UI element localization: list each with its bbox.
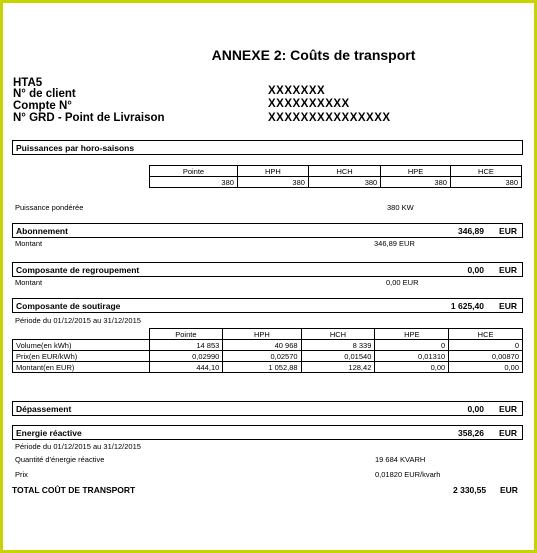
value-cell: 128,42: [301, 362, 375, 373]
currency-label: EUR: [499, 226, 517, 236]
reactive-prix-value: 0,01820 EUR/kvarh: [375, 470, 441, 479]
value-cell: 0,02570: [223, 351, 301, 362]
value-cell: 0,02990: [149, 351, 223, 362]
table-row: [13, 340, 523, 351]
section-regroupement-label: Composante de regroupement: [16, 265, 140, 275]
row-label: Prix(en EUR/kWh): [13, 351, 150, 362]
reactive-qty-value: 19 684 KVARH: [375, 455, 426, 464]
value-cell: 0,00: [375, 362, 449, 373]
value-cell: 0,00870: [449, 351, 523, 362]
empty-corner-cell: [13, 329, 150, 340]
puissances-value-row: [150, 177, 522, 188]
ident-value-compte: XXXXXXXXXX: [268, 98, 350, 110]
section-depassement-label: Dépassement: [16, 404, 72, 414]
ident-value-client: XXXXXXX: [268, 85, 326, 97]
section-depassement: [12, 401, 523, 416]
currency-label: EUR: [499, 404, 517, 414]
value-cell: 444,10: [149, 362, 223, 373]
soutirage-header-row: [13, 329, 523, 340]
value-cell: 0: [375, 340, 449, 351]
section-abonnement: [12, 223, 523, 238]
value-cell: 8 339: [301, 340, 375, 351]
currency-label: EUR: [499, 301, 517, 311]
section-soutirage-amount: 1 625,40: [450, 301, 484, 311]
currency-label: EUR: [499, 265, 517, 275]
reactive-periode: Période du 01/12/2015 au 31/12/2015: [15, 442, 141, 451]
value-cell: 380: [450, 177, 521, 188]
header-cell: HCE: [449, 329, 523, 340]
ponderee-label: Puissance pondérée: [15, 203, 84, 212]
currency-label: EUR: [499, 428, 517, 438]
total-amount: 2 330,55: [453, 485, 487, 495]
ident-label-compte: Compte N°: [13, 100, 72, 112]
ident-label-grd: N° GRD - Point de Livraison: [13, 112, 165, 124]
puissances-header-row: [150, 166, 522, 177]
total-currency: EUR: [500, 485, 518, 495]
value-cell: 380: [237, 177, 308, 188]
header-cell: Pointe: [150, 166, 238, 177]
soutirage-periode: Période du 01/12/2015 au 31/12/2015: [15, 316, 141, 325]
header-cell: HPH: [223, 329, 301, 340]
ident-label-contract-type: HTA5: [13, 77, 43, 89]
section-reactive-label: Energie réactive: [16, 428, 82, 438]
value-cell: 0,01540: [301, 351, 375, 362]
row-label: Volume(en kWh): [13, 340, 150, 351]
reactive-qty-label: Quantité d'énergie réactive: [15, 455, 105, 464]
reactive-prix-label: Prix: [15, 470, 28, 479]
value-cell: 0,00: [449, 362, 523, 373]
abonnement-montant-value: 346,89 EUR: [374, 239, 415, 248]
header-cell: HPE: [375, 329, 449, 340]
section-reactive-amount: 358,26: [458, 428, 484, 438]
total-label: TOTAL COÛT DE TRANSPORT: [12, 485, 136, 495]
abonnement-montant-label: Montant: [15, 239, 43, 248]
section-puissances: [12, 140, 523, 155]
soutirage-table: [12, 328, 523, 373]
section-regroupement: [12, 262, 523, 277]
value-cell: 380: [381, 177, 451, 188]
header-cell: HCH: [301, 329, 375, 340]
section-abonnement-label: Abonnement: [16, 226, 68, 236]
value-cell: 0,01310: [375, 351, 449, 362]
document-title: ANNEXE 2: Coûts de transport: [211, 47, 416, 63]
ident-value-grd: XXXXXXXXXXXXXXX: [268, 112, 391, 124]
value-cell: 0: [449, 340, 523, 351]
row-label: Montant(en EUR): [13, 362, 150, 373]
section-depassement-amount: 0,00: [467, 404, 484, 414]
header-cell: HCE: [450, 166, 521, 177]
table-row: [13, 362, 523, 373]
section-puissances-label: Puissances par horo-saisons: [16, 143, 135, 153]
value-cell: 1 052,88: [223, 362, 301, 373]
ident-label-client: N° de client: [13, 88, 76, 100]
value-cell: 14 853: [149, 340, 223, 351]
section-soutirage-label: Composante de soutirage: [16, 301, 121, 311]
header-cell: HCH: [308, 166, 380, 177]
value-cell: 40 968: [223, 340, 301, 351]
section-soutirage: [12, 298, 523, 313]
regroupement-montant-value: 0,00 EUR: [386, 278, 419, 287]
puissances-table: [149, 165, 522, 188]
header-cell: HPE: [381, 166, 451, 177]
ponderee-value: 380 KW: [387, 203, 414, 212]
regroupement-montant-label: Montant: [15, 278, 43, 287]
section-regroupement-amount: 0,00: [467, 265, 484, 275]
section-abonnement-amount: 346,89: [458, 226, 484, 236]
header-cell: Pointe: [149, 329, 223, 340]
value-cell: 380: [308, 177, 380, 188]
header-cell: HPH: [237, 166, 308, 177]
section-reactive: [12, 425, 523, 440]
table-row: [13, 351, 523, 362]
value-cell: 380: [150, 177, 238, 188]
